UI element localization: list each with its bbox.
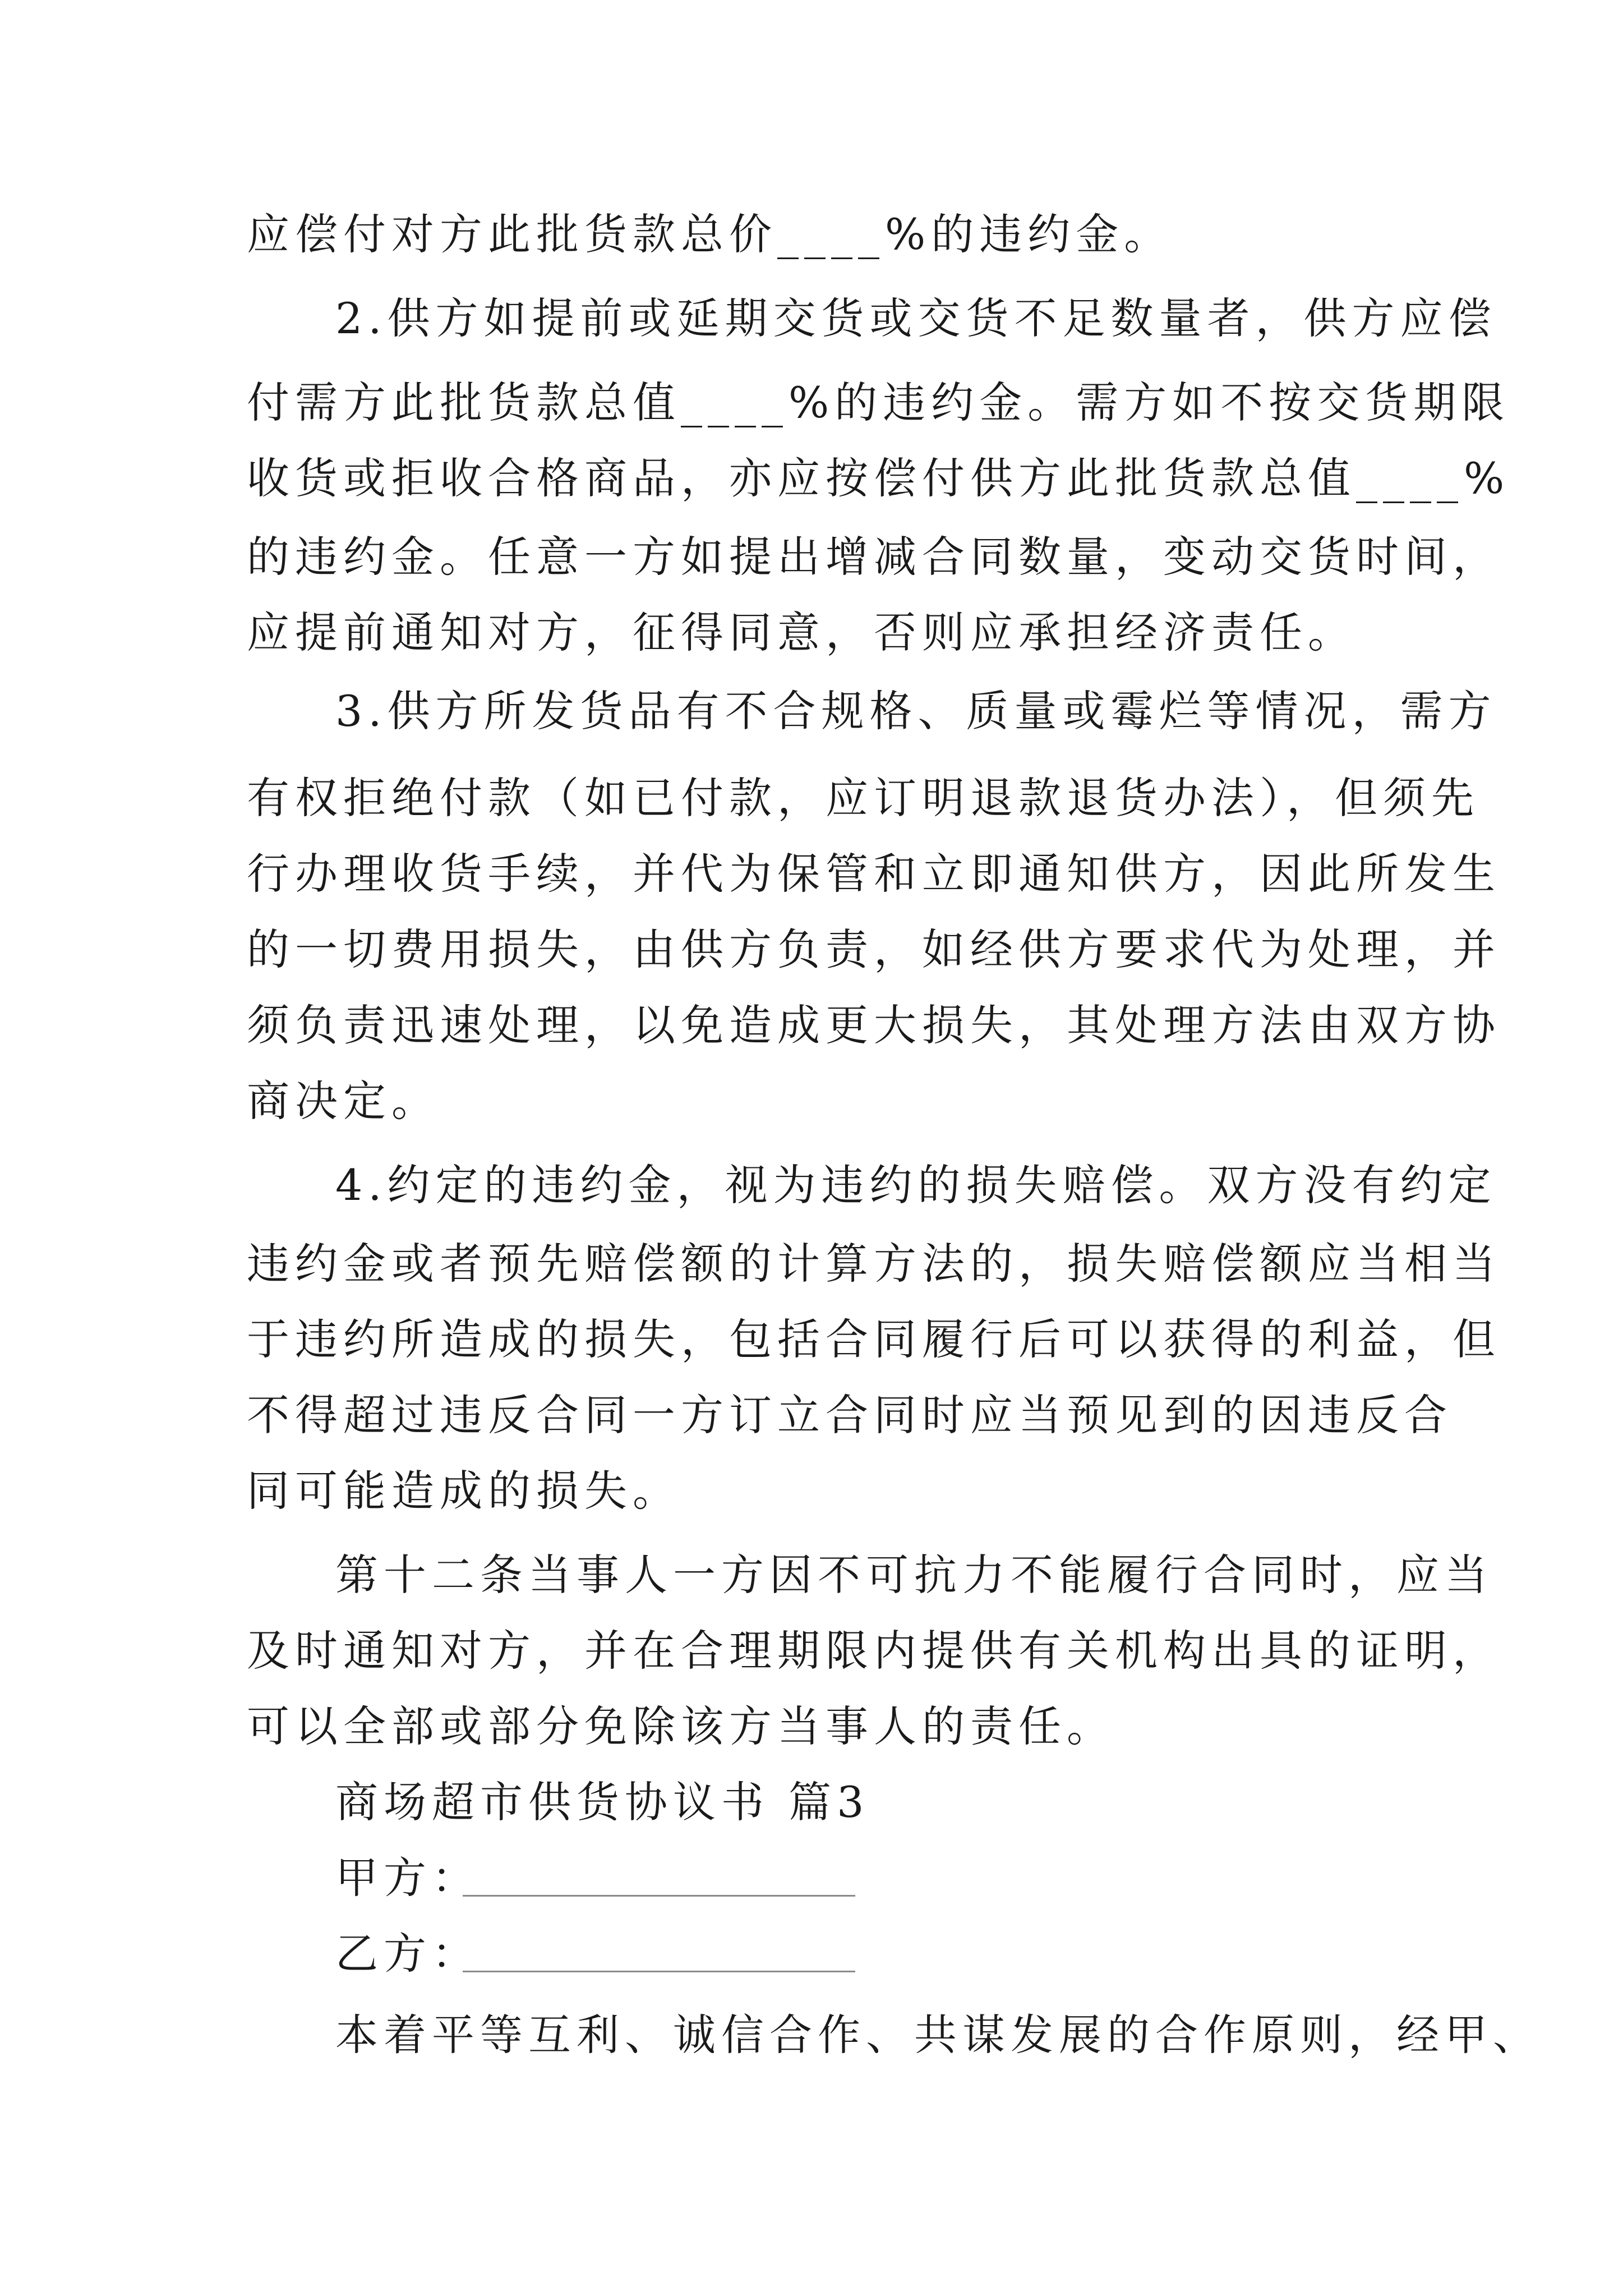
text-line: 的违约金。任意一方如提出增减合同数量，变动交货时间， bbox=[247, 532, 1501, 582]
text-line: 应偿付对方此批货款总价____%的违约金。 bbox=[247, 209, 1173, 259]
party-a-label: 甲方： bbox=[335, 1853, 480, 1903]
text-line: 须负责迅速处理，以免造成更大损失，其处理方法由双方协 bbox=[247, 1000, 1501, 1050]
text-line: 收货或拒收合格商品，亦应按偿付供方此批货款总值____% bbox=[247, 453, 1510, 503]
text-line: 于违约所造成的损失，包括合同履行后可以获得的利益，但 bbox=[247, 1314, 1501, 1364]
text-line: 3.供方所发货品有不合规格、质量或霉烂等情况，需方 bbox=[335, 686, 1497, 736]
text-line: 第十二条当事人一方因不可抗力不能履行合同时，应当 bbox=[335, 1550, 1493, 1600]
text-line: 可以全部或部分免除该方当事人的责任。 bbox=[247, 1701, 1115, 1751]
text-line: 及时通知对方，并在合理期限内提供有关机构出具的证明， bbox=[247, 1626, 1501, 1676]
text-line: 同可能造成的损失。 bbox=[247, 1466, 681, 1516]
party-b-blank-line bbox=[463, 1971, 855, 1972]
text-line: 应提前通知对方，征得同意，否则应承担经济责任。 bbox=[247, 608, 1356, 657]
party-a-blank-line bbox=[463, 1895, 855, 1897]
text-line: 有权拒绝付款（如已付款，应订明退款退货办法），但须先 bbox=[247, 773, 1479, 823]
text-line: 行办理收货手续，并代为保管和立即通知供方，因此所发生 bbox=[247, 849, 1501, 899]
text-line: 4.约定的违约金，视为违约的损失赔偿。双方没有约定 bbox=[335, 1160, 1497, 1210]
text-line: 2.供方如提前或延期交货或交货不足数量者，供方应偿 bbox=[335, 293, 1497, 343]
text-line: 的一切费用损失，由供方负责，如经供方要求代为处理，并 bbox=[247, 924, 1501, 974]
text-line: 违约金或者预先赔偿额的计算方法的，损失赔偿额应当相当 bbox=[247, 1239, 1501, 1289]
party-b-label: 乙方： bbox=[335, 1929, 480, 1978]
text-line: 商决定。 bbox=[247, 1076, 440, 1126]
text-line: 本着平等互利、诚信合作、共谋发展的合作原则，经甲、 bbox=[335, 2010, 1541, 2060]
text-line: 付需方此批货款总值____%的违约金。需方如不按交货期限 bbox=[247, 378, 1510, 427]
section-heading: 商场超市供货协议书 篇3 bbox=[335, 1777, 870, 1827]
text-line: 不得超过违反合同一方订立合同时应当预见到的因违反合 bbox=[247, 1390, 1453, 1440]
